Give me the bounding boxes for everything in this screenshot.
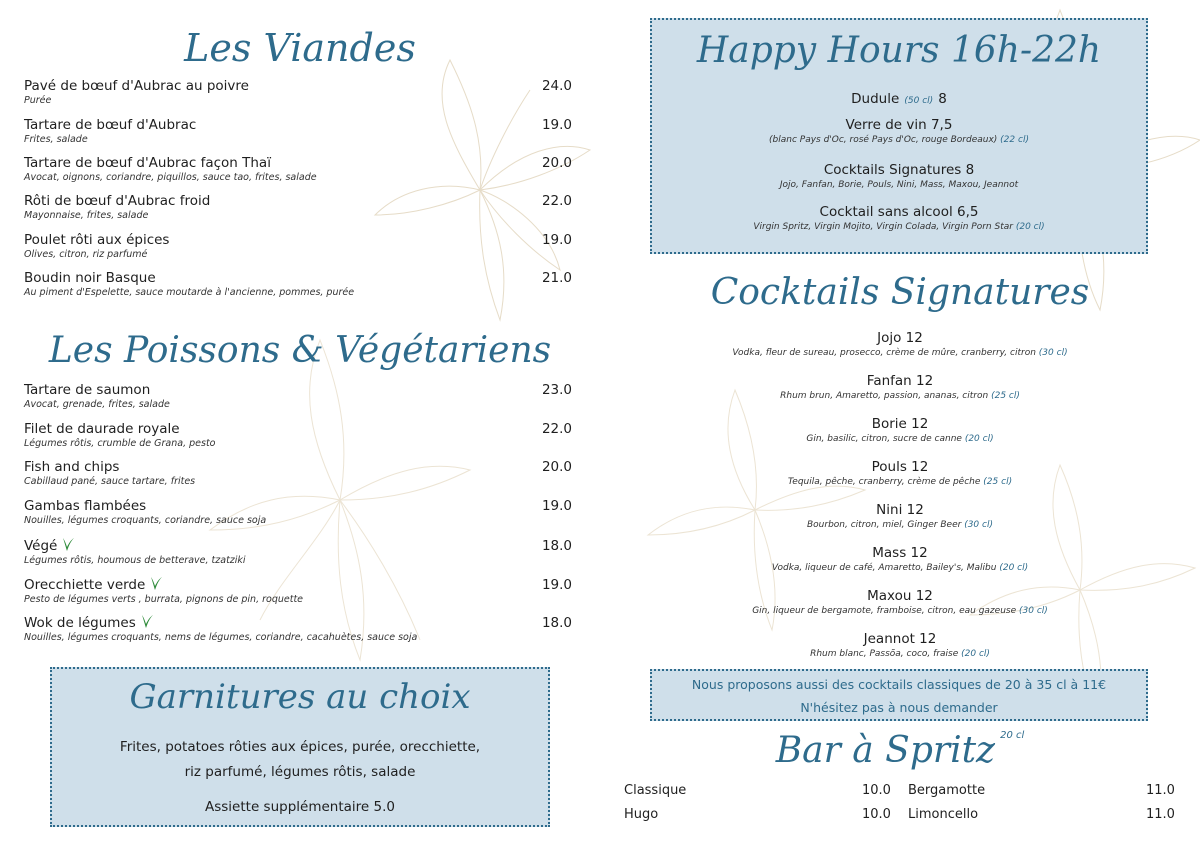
dish-name: Wok de légumes	[24, 615, 136, 631]
dish-price: 24.0	[541, 78, 572, 94]
dish-price: 19.0	[541, 232, 572, 248]
dish-price: 19.0	[541, 117, 572, 133]
menu-item	[24, 459, 572, 487]
dish-description: Légumes rôtis, crumble de Grana, pesto	[24, 438, 216, 449]
menu-item	[24, 575, 572, 605]
drink-name: Cocktail sans alcool 6,5	[819, 204, 979, 220]
drink-price: 8	[938, 91, 947, 107]
dish-description: Purée	[24, 95, 52, 106]
dish-name: Gambas flambées	[24, 498, 147, 514]
dish-name: Boudin noir Basque	[24, 270, 156, 286]
cocktail-volume: (30 cl)	[1019, 606, 1048, 616]
dish-description: Frites, salade	[24, 134, 88, 145]
dish-price: 19.0	[541, 577, 572, 593]
dish-description: Nouilles, légumes croquants, nems de légumes, coriandre, cacahuètes, sauce soja	[24, 632, 418, 643]
menu-item	[24, 536, 572, 566]
cocktail-ingredients: Rhum blanc, Passõa, coco, fraise	[810, 649, 959, 659]
drink-volume: (22 cl)	[1000, 135, 1029, 145]
vegan-leaf-icon	[149, 575, 163, 591]
cocktail-volume: (20 cl)	[999, 563, 1029, 573]
section-title-happy-hours: Happy Hours 16h-22h	[696, 30, 1102, 71]
spritz-name: Bergamotte	[908, 783, 986, 798]
menu-item	[24, 498, 572, 526]
cocktail-ingredients: Bourbon, citron, miel, Ginger Beer	[807, 520, 962, 530]
section-title-cocktails: Cocktails Signatures	[710, 272, 1090, 313]
menu-item	[24, 270, 572, 298]
dish-description: Nouilles, légumes croquants, coriandre, sauce soja	[24, 515, 267, 526]
happy-hour-item	[652, 88, 1146, 107]
dish-name: Pavé de bœuf d'Aubrac au poivre	[24, 78, 249, 94]
menu-item	[24, 155, 572, 183]
dish-price: 20.0	[541, 155, 572, 171]
vegan-leaf-icon	[61, 536, 75, 552]
cocktail-volume: (30 cl)	[964, 520, 993, 530]
drink-description: Jojo, Fanfan, Borie, Pouls, Nini, Mass, Maxou, Jeannot	[779, 180, 1019, 190]
dish-name: Végé	[24, 538, 58, 554]
cocktail-item	[600, 502, 1200, 530]
menu-item	[24, 613, 572, 643]
cocktail-item	[600, 459, 1200, 487]
dish-price: 20.0	[541, 459, 572, 475]
dish-description: Cabillaud pané, sauce tartare, frites	[24, 476, 196, 487]
cocktail-name: Borie 12	[871, 416, 929, 432]
cocktail-volume: (20 cl)	[961, 649, 990, 659]
drink-volume: (50 cl)	[904, 96, 934, 106]
menu-item	[24, 382, 572, 410]
dish-price: 23.0	[541, 382, 572, 398]
dish-price: 21.0	[541, 270, 572, 286]
garnitures-box	[50, 667, 550, 827]
dish-description: Mayonnaise, frites, salade	[24, 210, 149, 221]
garnitures-line: riz parfumé, légumes rôtis, salade	[184, 764, 416, 780]
spritz-volume: 20 cl	[1000, 730, 1025, 741]
menu-item	[24, 193, 572, 221]
spritz-price: 11.0	[1146, 807, 1175, 822]
classic-cocktails-note: N'hésitez pas à nous demander	[800, 700, 998, 715]
spritz-price: 11.0	[1146, 783, 1175, 798]
menu-item	[24, 117, 572, 145]
vegan-leaf-icon	[140, 613, 154, 629]
drink-description: (blanc Pays d'Oc, rosé Pays d'Oc, rouge Bordeaux)	[769, 135, 998, 145]
extra-plate-price: Assiette supplémentaire 5.0	[205, 799, 395, 815]
cocktail-name: Jojo 12	[877, 330, 923, 346]
menu-item	[24, 78, 572, 106]
spritz-name: Hugo	[624, 807, 659, 822]
dish-description: Au piment d'Espelette, sauce moutarde à l'ancienne, pommes, purée	[24, 287, 355, 298]
classic-cocktails-box	[650, 669, 1148, 721]
cocktail-name: Jeannot 12	[863, 631, 937, 647]
drink-name: Dudule	[851, 91, 900, 107]
cocktail-name: Maxou 12	[867, 588, 933, 604]
happy-hour-item	[652, 117, 1146, 145]
cocktail-ingredients: Vodka, fleur de sureau, prosecco, crème de mûre, cranberry, citron	[732, 348, 1036, 358]
cocktail-item	[600, 588, 1200, 616]
section-title-fish-vegetarian: Les Poissons & Végétariens	[48, 330, 552, 371]
cocktail-name: Nini 12	[876, 502, 924, 518]
cocktail-item	[600, 330, 1200, 358]
cocktail-item	[600, 545, 1200, 573]
dish-name: Orecchiette verde	[24, 577, 146, 593]
cocktail-name: Fanfan 12	[866, 373, 934, 389]
dish-name: Rôti de bœuf d'Aubrac froid	[24, 193, 211, 209]
garnitures-line: Frites, potatoes rôties aux épices, purée, orecchiette,	[119, 739, 481, 755]
dish-name: Filet de daurade royale	[24, 421, 180, 437]
dish-description: Avocat, grenade, frites, salade	[24, 399, 170, 410]
cocktail-volume: (20 cl)	[964, 434, 994, 444]
dish-name: Poulet rôti aux épices	[24, 232, 170, 248]
section-title-meats: Les Viandes	[184, 26, 416, 70]
cocktail-item	[600, 416, 1200, 444]
happy-hour-item	[652, 162, 1146, 190]
section-title-garnitures: Garnitures au choix	[129, 677, 471, 717]
cocktail-volume: (30 cl)	[1038, 348, 1068, 358]
dish-price: 22.0	[541, 421, 572, 437]
cocktail-name: Pouls 12	[871, 459, 929, 475]
cocktail-item	[600, 631, 1200, 659]
dish-description: Pesto de légumes verts , burrata, pignons de pin, roquette	[24, 594, 304, 605]
dish-price: 18.0	[541, 615, 572, 631]
dish-name: Tartare de bœuf d'Aubrac façon Thaï	[24, 155, 271, 171]
cocktail-volume: (25 cl)	[991, 391, 1020, 401]
cocktail-ingredients: Vodka, liqueur de café, Amaretto, Bailey's, Malibu	[771, 563, 997, 573]
cocktail-volume: (25 cl)	[983, 477, 1013, 487]
happy-hours-box	[650, 18, 1148, 254]
dish-description: Olives, citron, riz parfumé	[24, 249, 148, 260]
spritz-title-row	[600, 730, 1200, 771]
dish-price: 22.0	[541, 193, 572, 209]
cocktail-ingredients: Tequila, pêche, cranberry, crème de pêche	[787, 477, 981, 487]
dish-description: Avocat, oignons, coriandre, piquillos, sauce tao, frites, salade	[24, 172, 317, 183]
dish-price: 18.0	[541, 538, 572, 554]
cocktail-ingredients: Rhum brun, Amaretto, passion, ananas, citron	[780, 391, 989, 401]
classic-cocktails-note: Nous proposons aussi des cocktails classiques de 20 à 35 cl à 11€	[691, 677, 1107, 692]
menu-item	[24, 232, 572, 260]
spritz-name: Limoncello	[908, 807, 979, 822]
right-page	[600, 0, 1200, 849]
drink-name: Cocktails Signatures 8	[823, 162, 975, 178]
drink-name: Verre de vin 7,5	[845, 117, 953, 133]
dish-name: Fish and chips	[24, 459, 120, 475]
drink-description: Virgin Spritz, Virgin Mojito, Virgin Colada, Virgin Porn Star	[753, 222, 1013, 232]
dish-name: Tartare de bœuf d'Aubrac	[24, 117, 197, 133]
cocktail-ingredients: Gin, liqueur de bergamote, framboise, citron, eau gazeuse	[752, 606, 1017, 616]
dish-description: Légumes rôtis, houmous de betterave, tzatziki	[24, 555, 246, 566]
drink-volume: (20 cl)	[1015, 222, 1045, 232]
cocktail-item	[600, 373, 1200, 401]
happy-hour-item	[652, 204, 1146, 232]
spritz-price: 10.0	[862, 783, 891, 798]
dish-price: 19.0	[541, 498, 572, 514]
dish-name: Tartare de saumon	[24, 382, 151, 398]
cocktail-name: Mass 12	[872, 545, 928, 561]
menu-item	[24, 421, 572, 449]
section-title-spritz: Bar à Spritz	[775, 730, 996, 771]
cocktail-ingredients: Gin, basilic, citron, sucre de canne	[806, 434, 962, 444]
spritz-name: Classique	[624, 783, 687, 798]
spritz-price: 10.0	[862, 807, 891, 822]
